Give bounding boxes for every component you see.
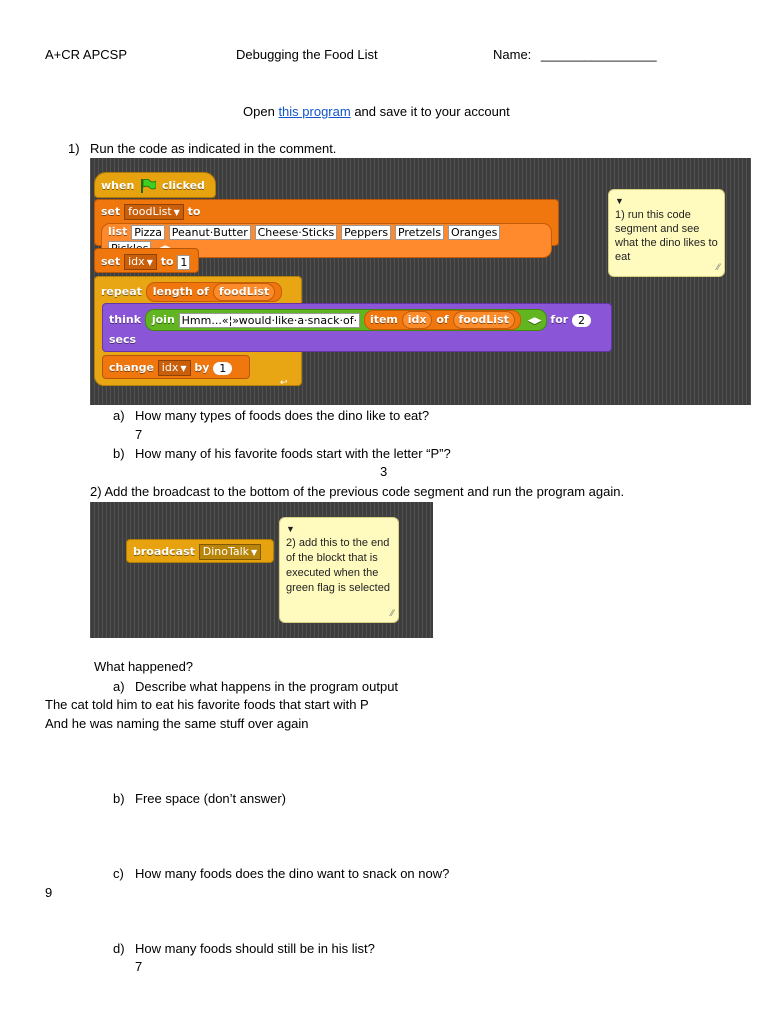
code-screenshot-2	[90, 502, 433, 638]
foodlist-var-reporter: foodList	[213, 283, 275, 301]
change-label: change	[109, 361, 154, 374]
list-item-4: Peppers	[341, 225, 391, 240]
list-item-6: Oranges	[448, 225, 500, 240]
list-label: list	[108, 225, 128, 238]
length-reporter: length of foodList	[146, 282, 282, 302]
comment-text: 1) run this code segment and see what the dino likes to eat	[615, 209, 718, 263]
intro-line	[243, 104, 510, 120]
comment-note-1	[608, 189, 725, 277]
whb-label: b)	[113, 791, 125, 806]
q1a-label: a)	[113, 408, 125, 423]
clicked-label: clicked	[161, 179, 205, 192]
q1a-text: How many types of foods does the dino like to eat?	[135, 408, 430, 423]
whc-answer: 9	[45, 885, 53, 900]
whc-label: c)	[113, 866, 124, 881]
foodlist-var-reporter: foodList	[453, 311, 515, 329]
name-label: Name:	[493, 47, 532, 62]
when-label: when	[101, 179, 135, 192]
whc-text: How many foods does the dino want to snack on now?	[135, 866, 450, 881]
resize-handle-icon: ⁄⁄	[716, 262, 720, 272]
for-label: for	[550, 313, 569, 326]
set-foodlist-block	[94, 199, 559, 246]
intro-rest: and save it to your account	[354, 104, 510, 119]
name-blank: ________________	[540, 47, 657, 62]
to-label: to	[160, 255, 174, 268]
q1b-answer: 3	[380, 464, 388, 479]
to-label: to	[187, 205, 201, 218]
q1b-label: b)	[113, 446, 125, 461]
by-label: by	[194, 361, 210, 374]
name-field	[493, 47, 657, 63]
set-idx-block	[94, 248, 199, 273]
course-label: A+CR APCSP	[45, 47, 128, 62]
wha-label: a)	[113, 679, 125, 694]
resize-handle-icon: ⁄⁄	[390, 608, 394, 618]
green-flag-icon	[140, 179, 156, 193]
what-happened-heading: What happened?	[94, 659, 194, 674]
join-arrows-icon: ◀▶	[527, 316, 542, 326]
foodlist-var-dropdown: foodList ▼	[124, 204, 184, 220]
q1a-answer: 7	[135, 427, 143, 442]
change-idx-block	[102, 355, 250, 379]
idx-var-dropdown: idx ▼	[158, 360, 191, 376]
change-value: 1	[213, 362, 232, 375]
broadcast-block	[126, 539, 274, 563]
whd-text: How many foods should still be in his list?	[135, 941, 375, 956]
repeat-label: repeat	[101, 285, 142, 298]
collapse-triangle-icon: ▼	[615, 196, 624, 206]
intro-open: Open	[243, 104, 275, 119]
join-reporter: join Hmm...«¦»would·like·a·snack·of· item idx of foodList ◀▶	[145, 309, 547, 331]
wha-text: Describe what happens in the program output	[135, 679, 399, 694]
join-text-slot: Hmm...«¦»would·like·a·snack·of·	[179, 313, 360, 328]
list-item-3: Cheese·Sticks	[255, 225, 338, 240]
item-reporter: item idx of foodList	[364, 310, 521, 330]
set-label: set	[101, 255, 121, 268]
answer-line-2: And he was naming the same stuff over again	[45, 716, 309, 731]
think-label: think	[109, 313, 142, 326]
answer-line-1: The cat told him to eat his favorite foods that start with P	[45, 697, 369, 712]
when-flag-clicked-block	[94, 172, 216, 198]
list-item-2: Peanut·Butter	[169, 225, 251, 240]
idx-initial-value: 1	[177, 255, 190, 270]
idx-var-reporter: idx	[402, 311, 433, 329]
secs-label: secs	[109, 333, 137, 346]
whd-answer: 7	[135, 959, 143, 974]
list-item-5: Pretzels	[395, 225, 444, 240]
whb-text: Free space (don’t answer)	[135, 791, 287, 806]
collapse-triangle-icon: ▼	[286, 524, 295, 534]
q1-number: 1)	[68, 141, 80, 156]
think-block	[102, 303, 612, 352]
broadcast-label: broadcast	[133, 545, 195, 558]
comment-text: 2) add this to the end of the blockt that is executed when the green flag is selected	[286, 537, 390, 594]
secs-value: 2	[572, 314, 591, 327]
idx-var-dropdown: idx ▼	[124, 254, 157, 270]
list-item-1: Pizza	[131, 225, 165, 240]
whd-label: d)	[113, 941, 125, 956]
document-title: Debugging the Food List	[236, 47, 378, 62]
comment-note-2	[279, 517, 399, 623]
set-label: set	[101, 205, 121, 218]
q1b-text: How many of his favorite foods start with the letter “P”?	[135, 446, 451, 461]
loop-arrow-icon: ↩	[280, 377, 288, 387]
code-screenshot-1	[90, 158, 751, 405]
program-link[interactable]: this program	[278, 104, 351, 119]
q1-text: Run the code as indicated in the comment.	[90, 141, 337, 156]
message-dropdown: DinoTalk ▼	[199, 544, 261, 560]
q2-text: 2) Add the broadcast to the bottom of the previous code segment and run the program again.	[90, 484, 625, 499]
